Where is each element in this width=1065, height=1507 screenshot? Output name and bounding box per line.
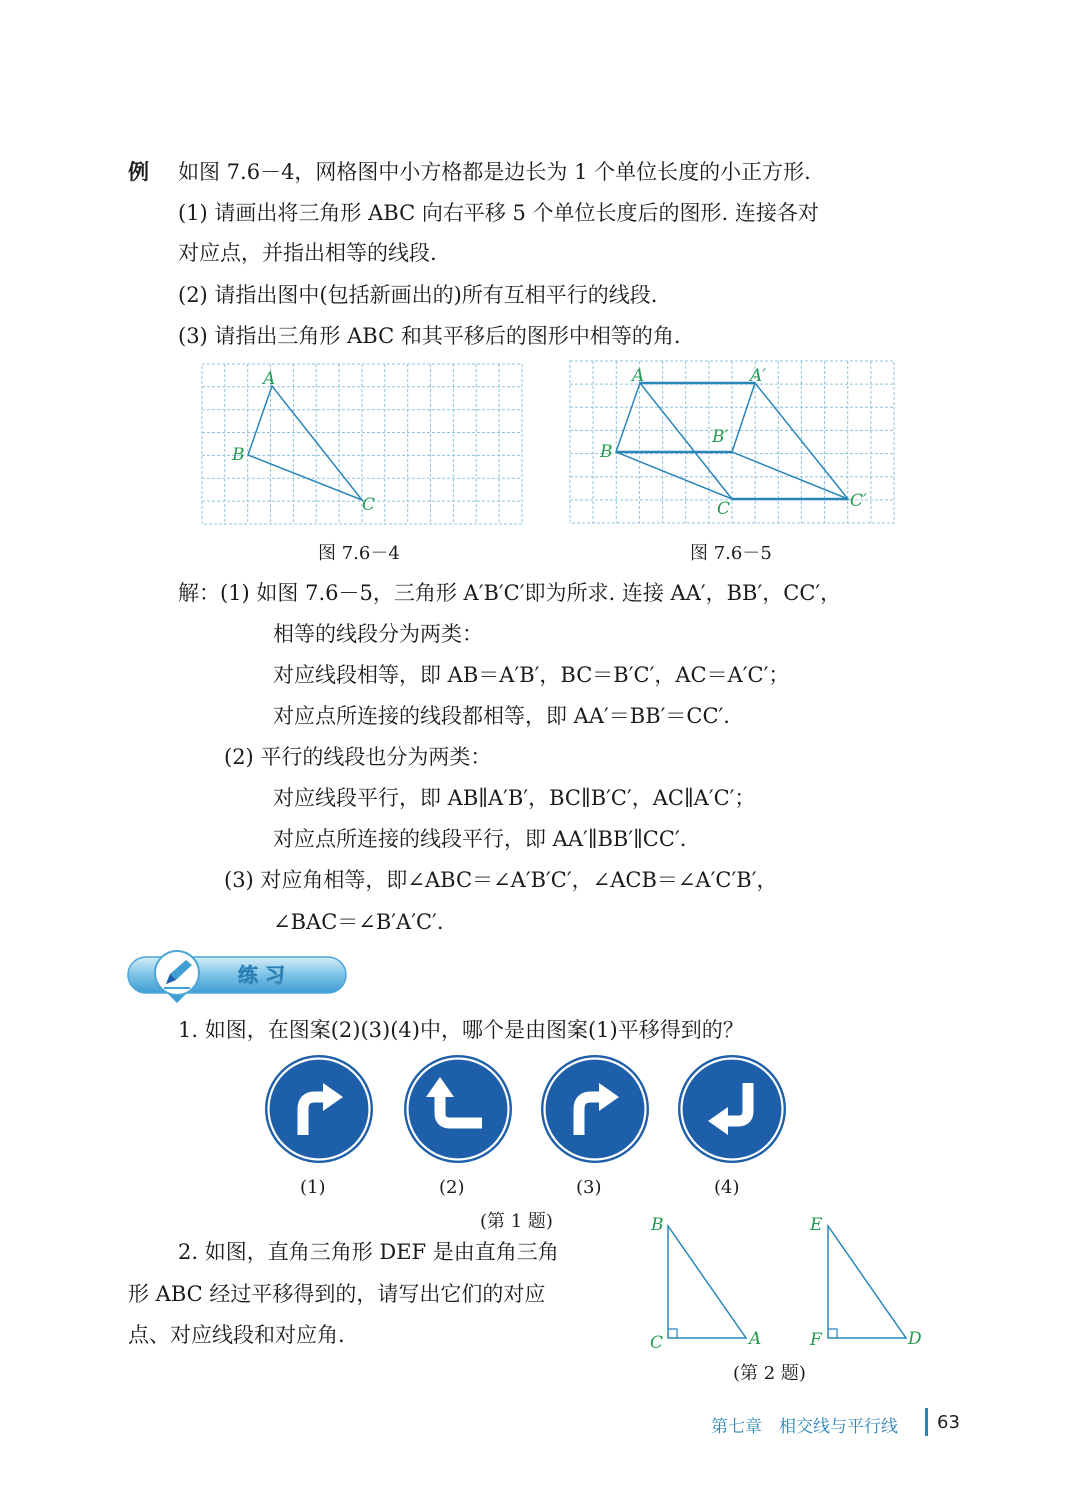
example-label: 例	[128, 160, 149, 184]
solution-3-line-1: (3) 对应角相等，即∠ABC＝∠A′B′C′，∠ACB＝∠A′C′B′，	[224, 868, 778, 892]
point-a-label: A	[749, 1329, 762, 1349]
practice-question-2-line-2: 形 ABC 经过平移得到的，请写出它们的对应	[128, 1282, 546, 1306]
solution-3-line-2: ∠BAC＝∠B′A′C′.	[273, 910, 444, 934]
question-1-line-2: 对应点，并指出相等的线段.	[178, 241, 437, 265]
point-b-label: B	[651, 1215, 664, 1235]
point-e-label: E	[810, 1215, 823, 1235]
road-sign-1	[263, 1053, 375, 1165]
figure-7-6-4-caption: 图 7.6－4	[318, 543, 400, 564]
question-1-caption: (第 1 题)	[480, 1211, 553, 1232]
sign-label-4: (4)	[714, 1177, 740, 1198]
point-a-label: A	[263, 369, 276, 389]
question-2-caption: (第 2 题)	[733, 1363, 806, 1384]
question-2: (2) 请指出图中(包括新画出的)所有互相平行的线段.	[178, 283, 658, 307]
right-triangle-abc	[645, 1212, 765, 1352]
road-sign-3	[539, 1053, 651, 1165]
figure-7-6-5	[570, 361, 894, 523]
sign-label-3: (3)	[576, 1177, 602, 1198]
question-3: (3) 请指出三角形 ABC 和其平移后的图形中相等的角.	[178, 324, 681, 348]
practice-question-1: 1. 如图，在图案(2)(3)(4)中，哪个是由图案(1)平移得到的？	[178, 1018, 744, 1042]
solution-2-line-1: (2) 平行的线段也分为两类：	[224, 745, 492, 769]
point-c2-label: C′	[850, 491, 867, 511]
right-triangle-def	[805, 1212, 925, 1352]
solution-1-line-1: 解：(1) 如图 7.6－5，三角形 A′B′C′即为所求. 连接 AA′，BB′，CC′，	[178, 581, 842, 605]
solution-2-line-3: 对应点所连接的线段平行，即 AA′∥BB′∥CC′.	[273, 827, 687, 851]
point-c-label: C	[717, 499, 731, 519]
point-d-label: D	[908, 1329, 922, 1349]
question-1-line-1: (1) 请画出将三角形 ABC 向右平移 5 个单位长度后的图形. 连接各对	[178, 201, 819, 225]
road-sign-4	[676, 1053, 788, 1165]
road-sign-2	[402, 1053, 514, 1165]
practice-title: 练 习	[238, 963, 285, 987]
figure-7-6-5-caption: 图 7.6－5	[690, 543, 772, 564]
practice-question-2-line-3: 点、对应线段和对应角.	[128, 1323, 345, 1347]
point-b-label: B	[232, 445, 245, 465]
point-c-label: C	[362, 495, 376, 515]
solution-2-line-2: 对应线段平行，即 AB∥A′B′，BC∥B′C′，AC∥A′C′；	[273, 786, 756, 810]
page-number: 63	[937, 1412, 960, 1433]
point-a2-label: A′	[750, 366, 767, 386]
practice-question-2-line-1: 2. 如图，直角三角形 DEF 是由直角三角	[178, 1240, 559, 1264]
point-c-label: C	[650, 1333, 664, 1353]
practice-header	[126, 948, 350, 1004]
point-f-label: F	[810, 1330, 822, 1350]
point-b2-label: B′	[712, 427, 729, 447]
solution-1-line-4: 对应点所连接的线段都相等，即 AA′＝BB′＝CC′.	[273, 704, 730, 728]
point-a-label: A	[632, 366, 645, 386]
solution-1-line-2: 相等的线段分为两类：	[273, 622, 483, 646]
chapter-title: 第七章 相交线与平行线	[711, 1417, 898, 1437]
solution-1-line-3: 对应线段相等，即 AB＝A′B′，BC＝B′C′，AC＝A′C′；	[273, 663, 790, 687]
point-b-label: B	[600, 442, 613, 462]
sign-label-2: (2)	[439, 1177, 465, 1198]
sign-label-1: (1)	[300, 1177, 326, 1198]
triangle-abc	[248, 386, 362, 500]
example-intro: 如图 7.6－4，网格图中小方格都是边长为 1 个单位长度的小正方形.	[178, 160, 811, 184]
footer-divider	[925, 1408, 928, 1436]
figure-7-6-4	[202, 364, 522, 524]
triangle-a2b2c2	[732, 383, 848, 499]
